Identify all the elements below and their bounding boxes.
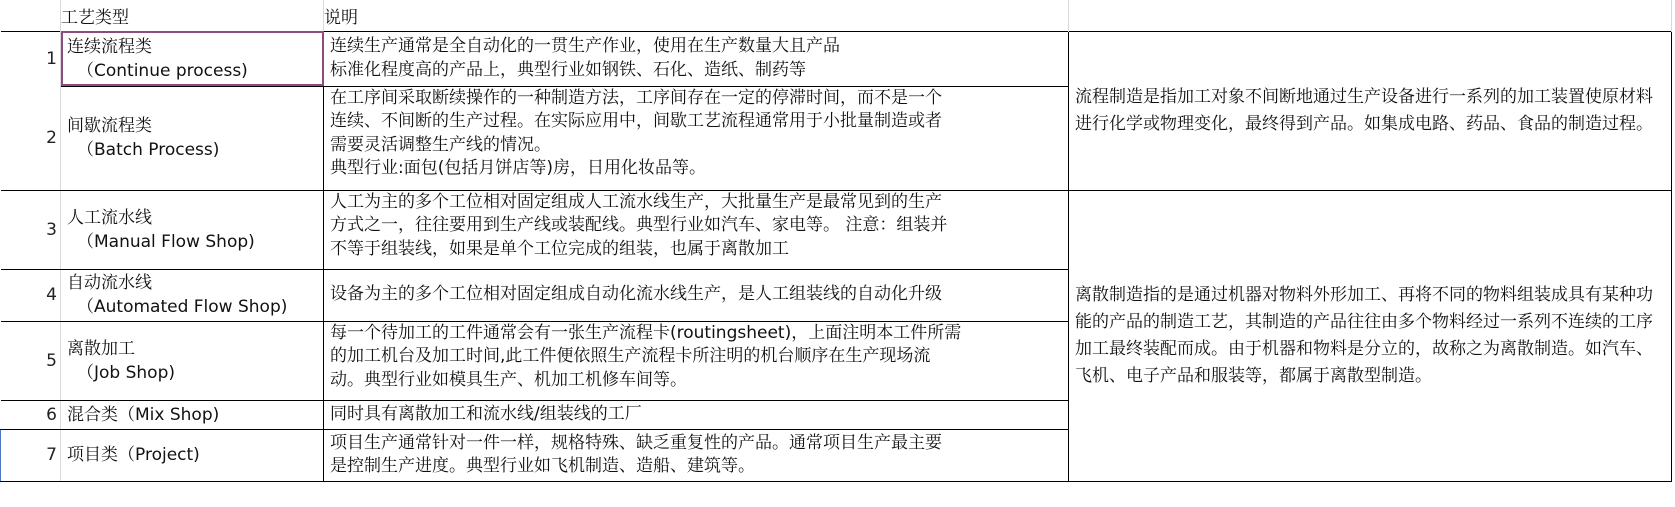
desc-line: 每一个待加工的工件通常会有一张生产流程卡(routingsheet)，上面注明本工件所需 [330, 322, 962, 343]
type-en-label: （Automated Flow Shop) [77, 297, 288, 317]
header-row [1, 0, 1675, 31]
row-number[interactable]: 4 [1, 269, 61, 321]
desc-line: 典型行业:面包(包括月饼店等)房，日用化妆品等。 [330, 158, 706, 178]
description-cell[interactable] [324, 31, 1069, 86]
desc-line: 需要灵活调整生产线的情况。 [330, 134, 551, 155]
header-extra-cell [1672, 0, 1675, 31]
type-cell[interactable] [61, 429, 324, 481]
extra-cell [1672, 429, 1675, 481]
desc-line: 连续生产通常是全自动化的一贯生产作业，使用在生产数量大且产品 [330, 36, 840, 56]
type-en-label: （Continue process) [77, 60, 248, 81]
desc-line: 同时具有离散加工和流水线/组装线的工厂 [330, 403, 642, 424]
row-number[interactable]: 1 [1, 31, 61, 86]
desc-line: 设备为主的多个工位相对固定组成自动化流水线生产，是人工组装线的自动化升级 [330, 284, 942, 305]
desc-line: 连续、不间断的生产过程。在实际应用中，间歇工艺流程通常用于小批量制造或者 [330, 111, 942, 131]
table-row [1, 190, 1675, 269]
header-num-cell[interactable] [1, 0, 61, 31]
type-cell[interactable] [61, 31, 324, 86]
type-cn-label: 连续流程类 [67, 36, 152, 57]
row-number[interactable]: 6 [1, 400, 61, 429]
extra-cell [1672, 321, 1675, 400]
type-cn-label: 混合类（Mix Shop) [67, 404, 220, 425]
row-number[interactable]: 3 [1, 190, 61, 269]
extra-cell [1672, 269, 1675, 321]
desc-line: 标准化程度高的产品上，典型行业如钢铁、石化、造纸、制药等 [330, 59, 806, 80]
header-desc-cell[interactable]: 说明 [324, 0, 1069, 31]
header-type-cell[interactable]: 工艺类型 [61, 0, 324, 31]
extra-cell [1672, 400, 1675, 429]
row-number[interactable]: 5 [1, 321, 61, 400]
type-cell[interactable] [61, 190, 324, 269]
table-row [1, 31, 1675, 86]
type-en-label: （Batch Process) [77, 140, 220, 160]
description-cell[interactable] [324, 400, 1069, 429]
description-cell[interactable] [324, 190, 1069, 269]
type-cn-label: 间歇流程类 [67, 116, 152, 136]
type-cn-label: 人工流水线 [67, 207, 152, 228]
description-cell[interactable] [324, 321, 1069, 400]
desc-line: 是控制生产进度。典型行业如飞机制造、造船、建筑等。 [330, 456, 755, 476]
type-cn-label: 项目类（Project) [67, 445, 200, 465]
row-number[interactable]: 7 [1, 429, 61, 481]
description-cell[interactable] [324, 429, 1069, 481]
type-cell[interactable] [61, 269, 324, 321]
desc-line: 的加工机台及加工时间,此工件便依照生产流程卡所注明的机台顺序在生产现场流 [330, 346, 931, 366]
type-cell[interactable] [61, 321, 324, 400]
type-cell[interactable] [61, 86, 324, 190]
discrete-manufacturing-note[interactable]: 离散制造指的是通过机器对物料外形加工、再将不同的物料组装成具有某种功能的产品的制造工艺，其制造的产品往往由多个物料经过一系列不连续的工序加工最终装配而成。由于机器和物料是分立的，故称之为离散制造。如汽车、飞机、电子产品和服装等，都属于离散型制造。 [1069, 190, 1672, 481]
desc-line: 人工为主的多个工位相对固定组成人工流水线生产，大批量生产是最常见到的生产 [330, 191, 942, 212]
extra-cell [1672, 86, 1675, 190]
row-number[interactable]: 2 [1, 86, 61, 190]
desc-line: 不等于组装线，如果是单个工位完成的组装，也属于离散加工 [330, 238, 789, 259]
type-cell[interactable] [61, 400, 324, 429]
desc-line: 在工序间采取断续操作的一种制造方法，工序间存在一定的停滞时间，而不是一个 [330, 87, 942, 108]
process-manufacturing-note[interactable]: 流程制造是指加工对象不间断地通过生产设备进行一系列的加工装置使原材料进行化学或物理变化，最终得到产品。如集成电路、药品、食品的制造过程。 [1069, 31, 1672, 190]
extra-cell [1672, 31, 1675, 86]
extra-cell [1672, 190, 1675, 269]
type-en-label: （Job Shop) [77, 362, 175, 383]
type-cn-label: 离散加工 [67, 338, 135, 359]
type-en-label: （Manual Flow Shop) [77, 231, 255, 252]
header-note-cell[interactable] [1069, 0, 1672, 31]
desc-line: 动。典型行业如模具生产、机加工机修车间等。 [330, 369, 687, 390]
description-cell[interactable] [324, 269, 1069, 321]
type-cn-label: 自动流水线 [67, 273, 152, 293]
description-cell[interactable] [324, 86, 1069, 190]
desc-line: 方式之一，往往要用到生产线或装配线。典型行业如汽车、家电等。 注意：组装并 [330, 215, 948, 235]
desc-line: 项目生产通常针对一件一样，规格特殊、缺乏重复性的产品。通常项目生产最主要 [330, 432, 942, 453]
